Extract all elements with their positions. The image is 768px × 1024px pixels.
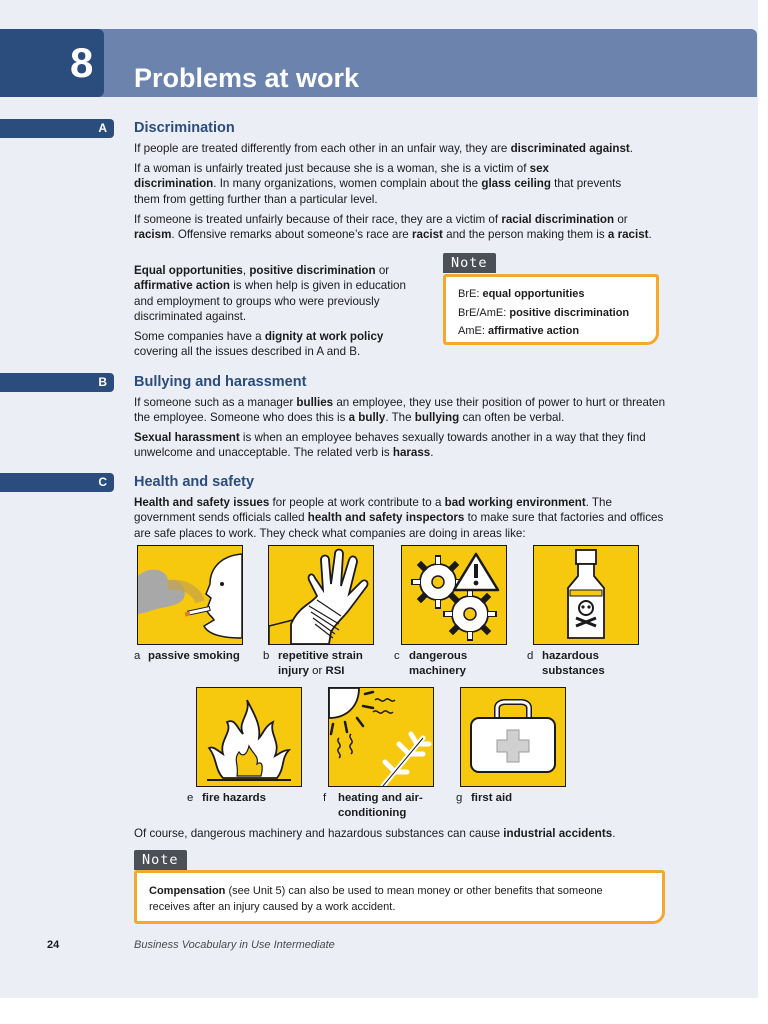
caption-substances: hazardous substances <box>542 650 605 677</box>
section-c-letter: C <box>98 475 107 489</box>
paragraph-b2: Sexual harassment is when an employee behaves sexually towards another in a way that they find unwelcome and unacceptable. The related verb is harass. <box>134 431 646 460</box>
fire-icon <box>196 687 302 787</box>
note-box-terms <box>443 274 659 345</box>
unit-number: 8 <box>70 39 94 86</box>
caption-letter: c <box>394 650 400 662</box>
unit-title: Problems at work <box>134 63 360 93</box>
section-b-title: Bullying and harassment <box>134 374 307 390</box>
caption-letter: f <box>323 792 327 804</box>
caption-first-aid: first aid <box>471 792 513 804</box>
paragraph-a5: Some companies have a dignity at work policy covering all the issues described in A and B. <box>134 330 384 359</box>
caption-letter: e <box>187 792 194 804</box>
page-number: 24 <box>47 939 60 951</box>
bottom-margin <box>0 998 768 1024</box>
section-c-tab <box>0 473 114 492</box>
section-a-tab <box>0 119 114 138</box>
note-tab: Note <box>134 850 187 870</box>
machinery-gears-icon <box>401 545 507 645</box>
first-aid-kit-icon <box>460 687 566 787</box>
note-box-compensation <box>134 870 665 924</box>
section-b-letter: B <box>98 375 107 389</box>
section-a-letter: A <box>98 121 107 135</box>
caption-passive-smoking: passive smoking <box>148 650 240 662</box>
paragraph-a2: If a woman is unfairly treated just because she is a woman, she is a victim of sex discrimination. In many organizations, women complain about the glass ceiling that prevents them from getting further than a particular level. <box>134 162 622 206</box>
unit-header <box>0 29 757 97</box>
paragraph-c2: Of course, dangerous machinery and hazardous substances can cause industrial accidents. <box>134 827 616 840</box>
caption-rsi: repetitive strain injury or RSI <box>278 650 363 677</box>
book-title: Business Vocabulary in Use Intermediate <box>134 939 335 951</box>
note-line: BrE/AmE: positive discrimination <box>458 306 630 319</box>
passive-smoking-icon <box>137 545 243 645</box>
section-a-title: Discrimination <box>134 120 235 136</box>
paragraph-a1: If people are treated differently from each other in an unfair way, they are discriminated against. <box>134 142 634 155</box>
caption-heating: heating and air-conditioning <box>338 792 423 819</box>
caption-letter: g <box>456 792 463 804</box>
note-text: Compensation (see Unit 5) can also be used to mean money or other benefits that someone receives after an injury caused by a work accident. <box>149 885 603 913</box>
note-line: AmE: affirmative action <box>458 325 580 337</box>
caption-letter: a <box>134 650 141 662</box>
poison-bottle-icon <box>533 545 639 645</box>
paragraph-b1: If someone such as a manager bullies an employee, they use their position of power to hurt or threaten the employee. Someone who does this is a bully. The bullying can often be verbal. <box>134 396 666 425</box>
paragraph-a3: If someone is treated unfairly because of their race, they are a victim of racial discrimination or racism. Offensive remarks about someone’s race are racist and the person making them is a racist. <box>134 213 652 242</box>
caption-letter: d <box>527 650 534 662</box>
caption-machinery: dangerous machinery <box>409 650 468 677</box>
note-tab: Note <box>443 253 496 273</box>
caption-letter: b <box>263 650 270 662</box>
sun-snowflake-icon <box>328 687 434 787</box>
section-c-title: Health and safety <box>134 474 255 490</box>
note-line: BrE: equal opportunities <box>458 288 585 300</box>
paragraph-c1: Health and safety issues for people at work contribute to a bad working environment. The government sends officials called health and safety inspectors to make sure that factories and offices are safe places to work. They check what companies are doing in areas like: <box>134 496 664 540</box>
paragraph-a4: Equal opportunities, positive discrimination or affirmative action is when help is given in education and employment to groups who were previously discriminated against. <box>134 264 406 323</box>
rsi-hand-icon <box>268 545 374 645</box>
section-b-tab <box>0 373 114 392</box>
caption-fire: fire hazards <box>202 792 266 804</box>
